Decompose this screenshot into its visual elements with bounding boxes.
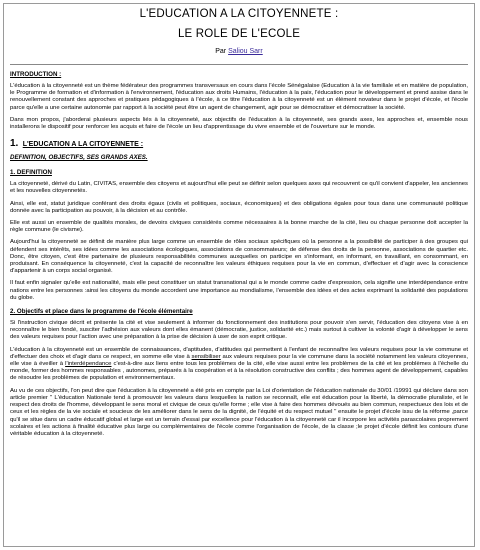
intro-paragraph-1: L'éducation à la citoyenneté est un thème fédérateur des programmes transversaux en cours dans l'école Sénégalaise (Education à la vie familiale et en matière de population, le Programme de formation et d'information à l'environnement, l'éducation aux droits Humains, l'éducation à la paix, l'éducation pour le développement et prend assise dans le renouvellement constant des approches et pratiques pédagogiques à l'école, à ce titre l'éducation à la citoyenneté est un élément novateur dans le projet d'école, et l'école parce qu'elle a une certaine autonomie par rapport à la société peut être un agent de changement, agir pour se démocratiser et démocratiser la société. [10,83,468,111]
page-subtitle: LE ROLE DE L'ECOLE [177,28,301,40]
objectives-paragraph-1: Si l'instruction civique décrit et présente la cité et vise seulement à informer du fonctionnement des institutions pour pouvoir s'en servir, l'éducation des citoyens vise à en reconnaître le bien fondé, susciter l'adhésion aux valeurs dont elles émanent (démocratie, justice, solidarité etc.) mais surtout à cultiver la volonté d'agir à développer le sens des valeurs requises pour l'action avec une préparation à la prise de décision à user de son esprit critique. [10,320,468,341]
section-1-number: 1. [10,138,19,150]
author-line [10,47,468,56]
objectives-p2-underline-1: sensibiliser [191,353,221,360]
document-body [4,4,474,438]
objectives-heading: 2. Objectifs et place dans le programme de l'école élémentaire [10,308,193,316]
objectives-paragraph-2 [10,347,468,383]
objectives-paragraph-3: Au vu de ces objectifs, l'on peut dire que l'éducation à la citoyenneté a été pris en compte par la Loi d'orientation de l'éducation nationale du 30/01 /19991 qui déclare dans son article premier " L'éducation Nationale tend à promouvoir les valeurs dans lesquelles la nation se reconnaît, elle est éducation pour la liberté, la démocratie pluraliste, et le respect des droits de l'homme, développant le sens moral et civique de ceux qu'elle forme ; elle vise à faire des hommes dévoués au bien commun, respectueux des lois et de ceux et les règles de la vie sociale et soucieux de les améliorer dans le sens de la dignité, de l'équité et du respect mutuel " ensuite le projet d'école issu de la réforme ,parce qu'il se situe dans un cadre éducatif global et large est un terrain d'essai par excellence pour l'éducation à la citoyenneté car il incorpore les activités parascolaires proprement scolaires et les actions à finalité éducative plus large ou complémentaires de l'école comme l'organisation de l'école, de la classe ;le projet d'école définit les contours d'une véritable éducation à la citoyenneté. [10,387,468,437]
definition-paragraph-1: La citoyenneté, dérivé du Latin, CIVITAS, ensemble des citoyens et aujourd'hui elle peut se définir selon quelques axes qui recouvrent ce qu'il convient d'appeler, les anciennes et les nouvelles citoyennetés. [10,181,468,195]
section-1-title: L'EDUCATION A LA CITOYENNETE : [22,141,144,149]
section-1-heading [10,138,468,149]
page-title: L'EDUCATION A LA CITOYENNETE : [139,8,339,20]
title-divider [10,64,468,65]
definition-paragraph-4: Aujourd'hui la citoyenneté se définit de manière plus large comme un ensemble de rôles sociaux spécifiques où la personne a la possibilité de participer à des groupes qui défendent ses intérêts, ses idées comme les associations écologiques, associations de consommateurs; de défense des droits de la personne, associations de quartier etc. Donc, être citoyen, c'est être partenaire de plusieurs responsabilités communes auxquelles on participe en s'informant, en informant, en travaillant, en consommant, en produisant. En conséquence la citoyenneté, c'est la capacité de reconnaître les valeurs éthiques requises pour la vie en commun, d'effectuer et d'agir avec la conscience d'appartenir à un corps social organisé. [10,239,468,275]
definition-paragraph-5: Il faut enfin signaler qu'elle est nationalité, mais elle peut constituer un statut transnational qui a le monde comme cadre d'expression, cela signifie une interdépendance entre nations entre les personnes :ainsi les citoyens du monde accordent une importance au mondialisme, l'ensemble des idées et des actes exprimant la solidarité des populations du globe. [10,280,468,301]
author-link[interactable]: Saliou Sarr [228,48,263,55]
objectives-p2-underline-2: l'interdépendance [65,361,112,368]
author-prefix: Par [215,48,229,55]
intro-paragraph-2: Dans mon propos, j'aborderai plusieurs aspects liés à la citoyenneté, aux objectifs de l'éducation à la citoyenneté, ses grands axes, les approches et, ensemble nous installerons le dispositif pour renforcer les acquis et faire de l'école un lieu d'apprentissage du vivre ensemble et de l'ouverture sur le monde. [10,116,468,131]
definition-paragraph-2: Ainsi, elle est, statut juridique conférant des droits égaux (civils et politiques, sociaux, économiques) et des obligations égales pour tous dans une communauté politique donnée avec la participation au pouvoir, à la décision et au contrôle. [10,200,468,214]
objectives-p2-part-a: L'éducation à la citoyenneté est un ensemble de connaissances, d'aptitudes, d'attitudes qui permettent à l'enfant de reconnaître les valeurs requises pour la vie commune et d'effectuer des choix et d'agir dans ce respect, en somme elle vise à [10,346,468,360]
objectives-p2-part-b: aux valeurs requises pour la vie commune dans la société notamment les valeurs citoyennes, elle vise à éveiller à [10,353,468,368]
definition-paragraph-3: Elle est aussi un ensemble de qualités morales, de devoirs civiques considérés comme nécessaires à la bonne marche de la cité, lieu ou chaque personne doit accepter la règle commune (le civisme). [10,220,468,234]
intro-heading: INTRODUCTION : [10,71,62,78]
document-frame [3,3,475,547]
section-1-subheading: DEFINITION, OBJECTIFS, SES GRANDS AXES. [10,154,148,162]
definition-heading: 1. DEFINITION [10,169,52,177]
objectives-p2-part-c: c'est-à-dire aux liens entre tous les problèmes de la cité, elle vise aussi entre les problèmes de la cité et les problèmes à l'échelle du monde, former des hommes responsables , autonomes, préparés à la coopération et à la résolution constructive des conflits ; des hommes agent de développement, capables de résoudre les problèmes de population et environnementaux. [10,361,468,382]
